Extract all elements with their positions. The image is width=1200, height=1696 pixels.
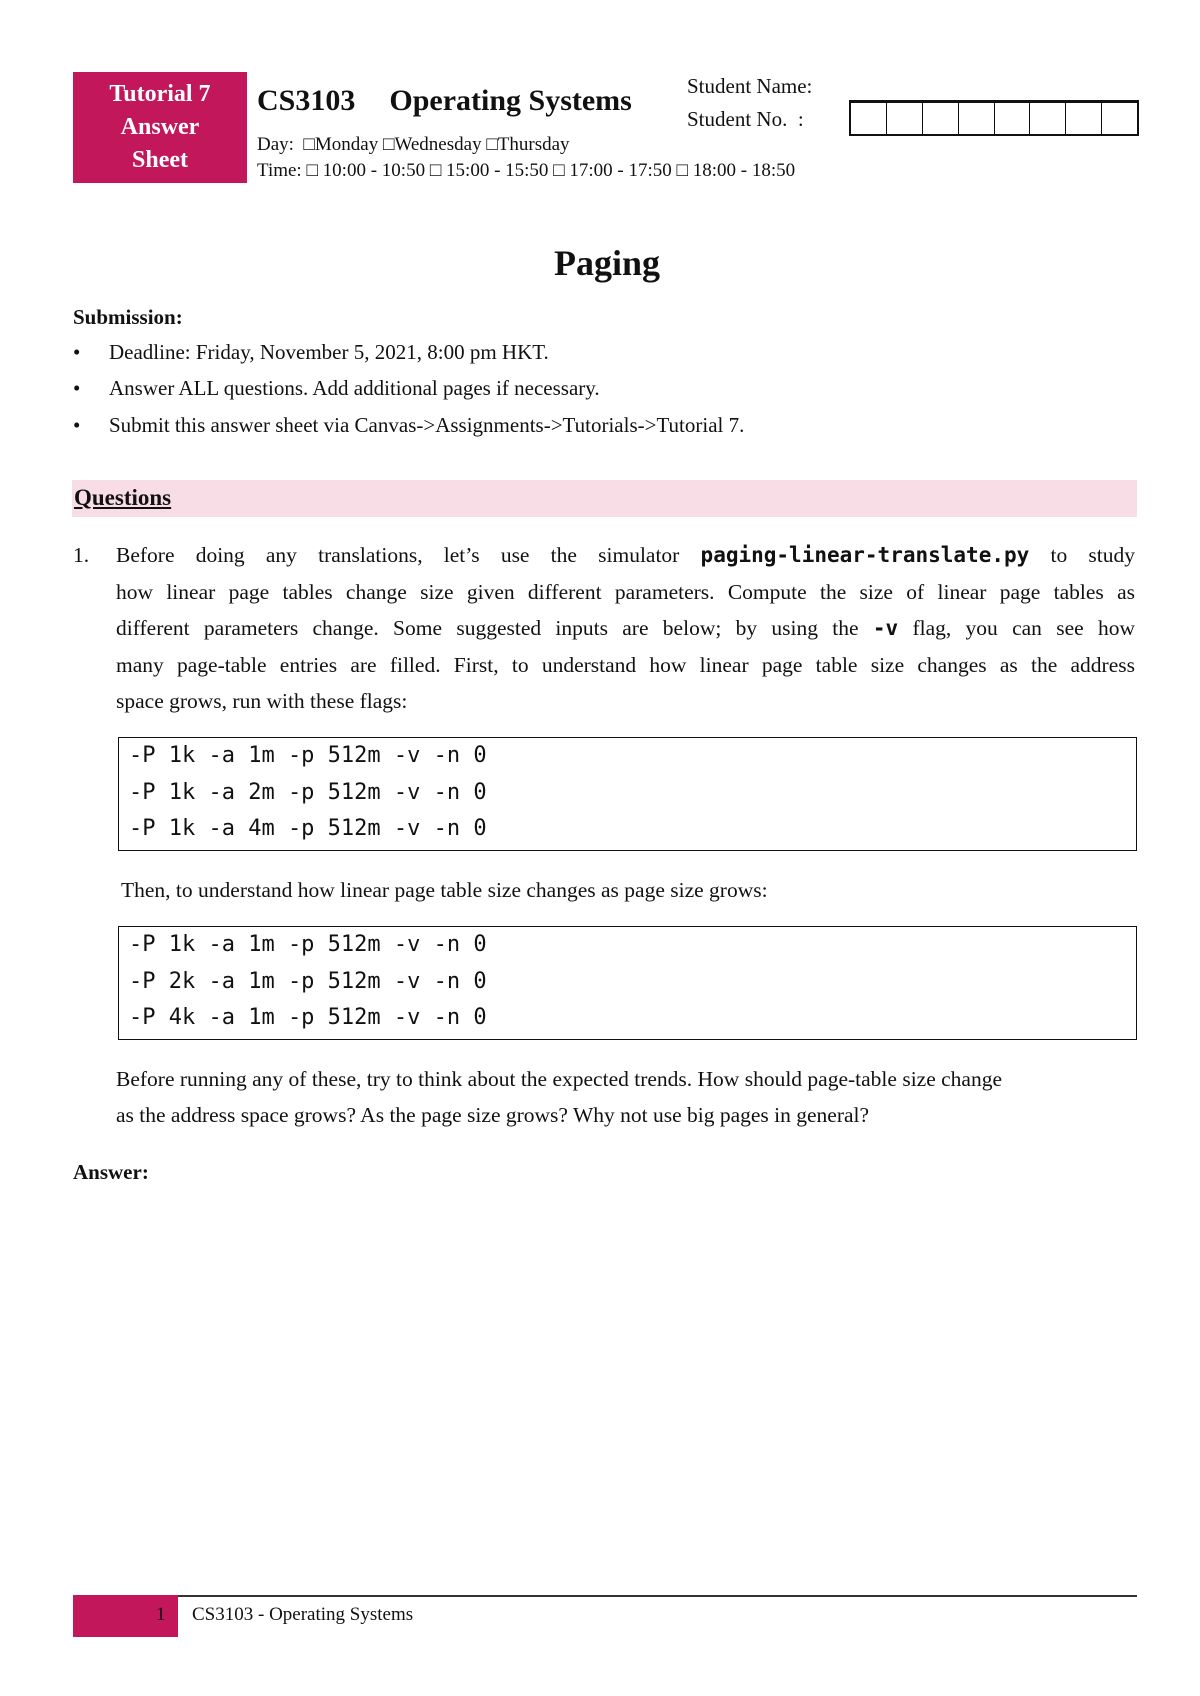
list-item	[73, 340, 549, 365]
text: space grows, run with these flags:	[116, 689, 408, 714]
badge-line: Sheet	[132, 147, 188, 173]
page-number: 1	[156, 1604, 166, 1625]
student-name-label: Student Name:	[687, 74, 813, 98]
list-item	[73, 376, 600, 401]
text: Before doing any translations, let’s use the simulator	[116, 543, 701, 567]
digit-box[interactable]	[1102, 103, 1137, 134]
time-options[interactable]: Time: □ 10:00 - 10:50 □ 15:00 - 15:50 □ 17:00 - 17:50 □ 18:00 - 18:50	[257, 160, 796, 181]
before-text-2: as the address space grows? As the page size grows? Why not use big pages in general?	[116, 1103, 870, 1127]
code-line: -P 1k -a 1m -p 512m -v -n 0	[129, 932, 487, 957]
inline-code: -v	[872, 616, 899, 641]
code-line: -P 2k -a 1m -p 512m -v -n 0	[129, 968, 487, 994]
badge-line: Tutorial 7	[109, 81, 211, 107]
bullet-text: Answer ALL questions. Add additional pages if necessary.	[109, 376, 600, 400]
page-title: Paging	[553, 243, 660, 283]
day-options[interactable]: Day: □Monday □Wednesday □Thursday	[257, 134, 570, 155]
question-1-text	[116, 537, 1135, 720]
questions-heading-bar	[72, 480, 1137, 517]
code-line: -P 1k -a 1m -p 512m -v -n 0	[129, 743, 487, 768]
code-line: -P 4k -a 1m -p 512m -v -n 0	[129, 1005, 487, 1030]
list-item	[73, 413, 744, 438]
digit-box[interactable]	[959, 103, 995, 134]
digit-box[interactable]	[851, 103, 887, 134]
badge-line: Answer	[120, 114, 200, 140]
course-title	[257, 84, 632, 118]
bullet: •	[73, 340, 81, 364]
digit-box[interactable]	[923, 103, 959, 134]
text: flag, you can see how	[898, 616, 1135, 641]
answer-label: Answer:	[73, 1160, 149, 1184]
question-number: 1.	[73, 543, 90, 567]
code-block-1	[118, 737, 1137, 851]
bullet: •	[73, 413, 81, 437]
digit-box[interactable]	[995, 103, 1031, 134]
bullet: •	[73, 376, 81, 400]
text: how linear page tables change size given different parameters. Compute the size of linear page tables as	[116, 579, 1135, 604]
digit-box[interactable]	[1066, 103, 1102, 134]
text: different parameters change. Some suggested inputs are below; by using the	[116, 616, 873, 641]
inline-code: paging-linear-translate.py	[700, 543, 1030, 567]
submission-heading: Submission:	[73, 305, 183, 329]
student-no-boxes[interactable]	[849, 100, 1139, 136]
text: to study	[1029, 543, 1135, 567]
course-name: Operating Systems	[389, 84, 632, 117]
footer-text: CS3103 - Operating Systems	[192, 1604, 414, 1625]
code-line: -P 1k -a 4m -p 512m -v -n 0	[129, 816, 487, 841]
course-code: CS3103	[257, 84, 356, 117]
bullet-text: Deadline: Friday, November 5, 2021, 8:00 pm HKT.	[109, 340, 549, 364]
digit-box[interactable]	[887, 103, 923, 134]
digit-box[interactable]	[1030, 103, 1066, 134]
code-block-2	[118, 926, 1137, 1040]
before-text-1: Before running any of these, try to think about the expected trends. How should page-table size change	[116, 1067, 1003, 1091]
text: many page-table entries are filled. First, to understand how linear page table size changes as the address	[116, 652, 1135, 677]
student-no-label: Student No. :	[687, 107, 804, 131]
footer-divider	[178, 1595, 1137, 1597]
bullet-text: Submit this answer sheet via Canvas->Assignments->Tutorials->Tutorial 7.	[109, 413, 745, 437]
tutorial-badge	[73, 72, 247, 183]
then-text: Then, to understand how linear page table size changes as page size grows:	[121, 878, 768, 902]
questions-heading: Questions	[74, 485, 172, 510]
code-line: -P 1k -a 2m -p 512m -v -n 0	[129, 779, 487, 805]
